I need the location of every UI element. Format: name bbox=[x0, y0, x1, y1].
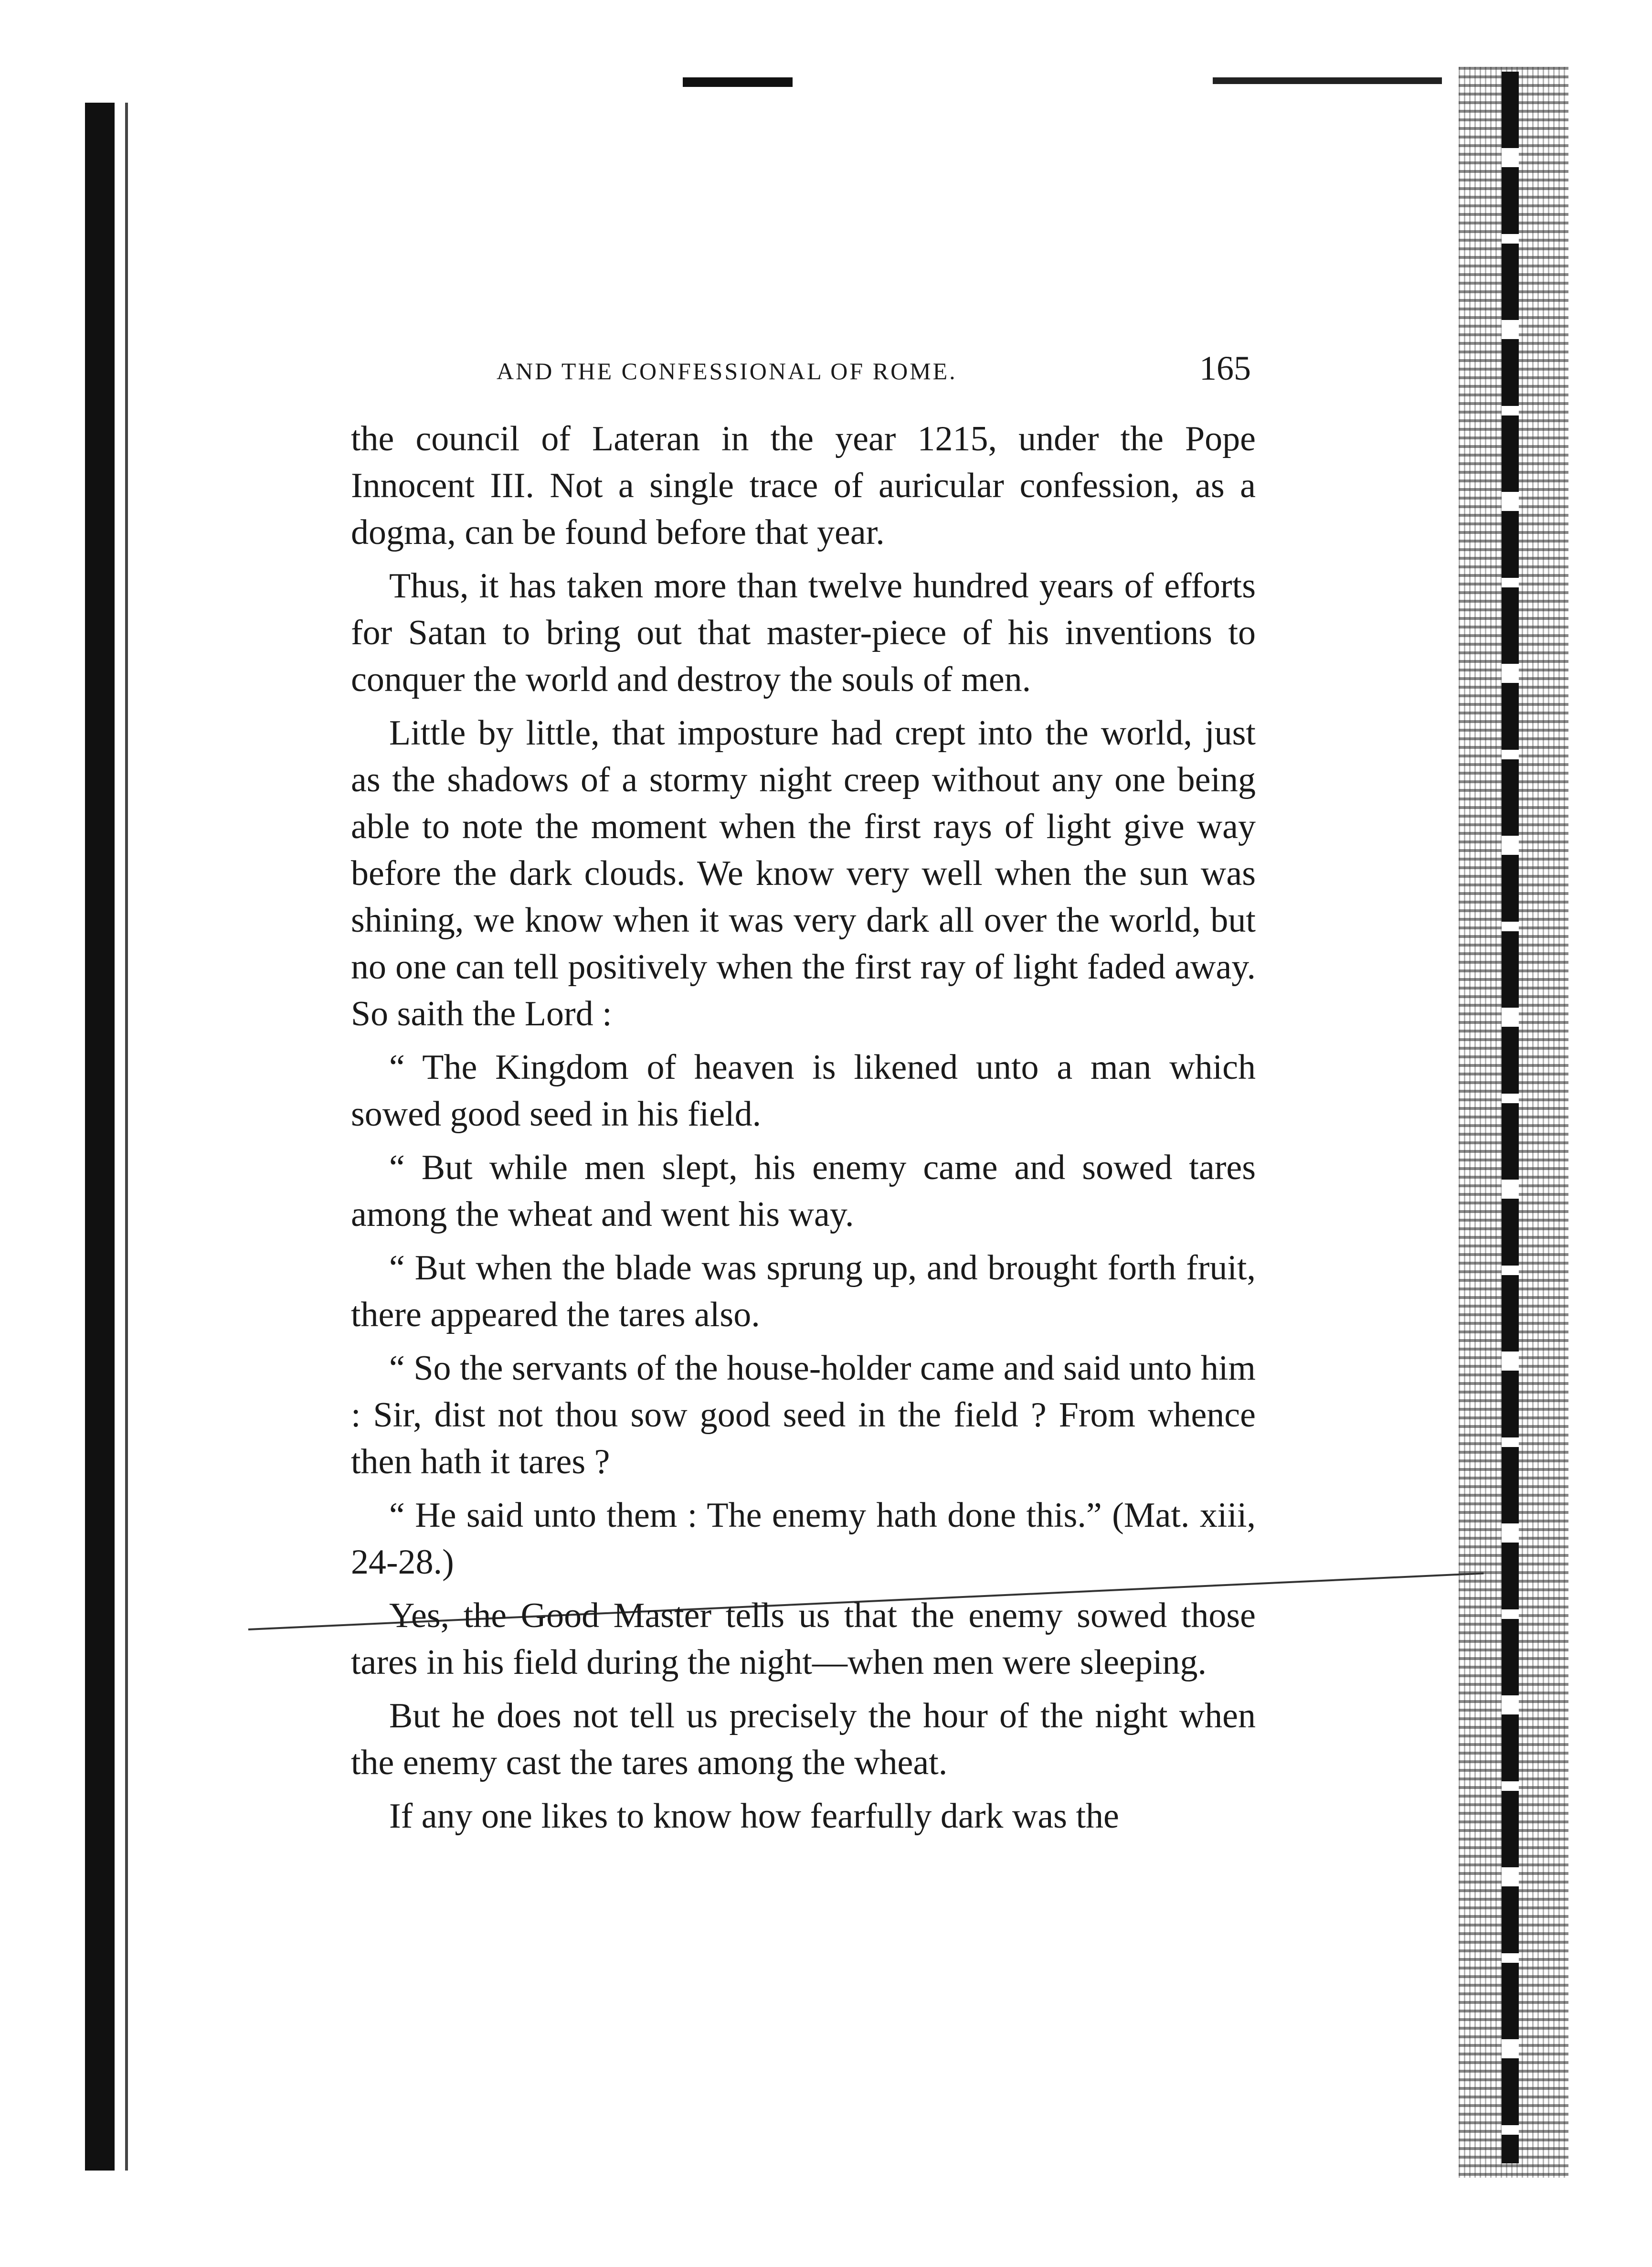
paragraph-2: Thus, it has taken more than twelve hundred years of efforts for Satan to bring out that master-piece of his inventions to conquer the world and destroy the souls of men. bbox=[351, 566, 1256, 699]
page-number: 165 bbox=[1199, 349, 1251, 387]
paragraph-5: “ But while men slept, his enemy came and sowed tares among the wheat and went his way. bbox=[351, 1148, 1256, 1234]
paragraph-10: But he does not tell us precisely the hour of the night when the enemy cast the tares among the wheat. bbox=[351, 1696, 1256, 1782]
paragraph-8: “ He said unto them : The enemy hath done this.” (Mat. xiii, 24-28.) bbox=[351, 1496, 1256, 1582]
scan-binding-line-left bbox=[125, 103, 128, 2171]
scan-top-mark bbox=[683, 77, 793, 87]
scan-top-mark-right bbox=[1213, 77, 1442, 84]
paragraph-1: the council of Lateran in the year 1215, under the Pope Innocent III. Not a single trace of auricular confession, as a dogma, can be found before that year. bbox=[351, 419, 1256, 552]
paragraph-6: “ But when the blade was sprung up, and brought forth fruit, there appeared the tares also. bbox=[351, 1248, 1256, 1334]
paragraph-9: Yes, the Good Master tells us that the enemy sowed those tares in his field during the night—when men were sleeping. bbox=[351, 1596, 1256, 1682]
paragraph-11: If any one likes to know how fearfully dark was the bbox=[389, 1797, 1119, 1836]
running-head-title: AND THE CONFESSIONAL OF ROME. bbox=[497, 358, 957, 384]
running-head bbox=[497, 349, 1251, 396]
paragraph-4: “ The Kingdom of heaven is likened unto a man which sowed good seed in his field. bbox=[351, 1048, 1256, 1134]
paragraph-7: “ So the servants of the house-holder came and said unto him : Sir, dist not thou sow good seed in the field ? From whence then hath it tares ? bbox=[351, 1349, 1256, 1481]
page-body bbox=[351, 415, 1256, 1840]
paragraph-3: Little by little, that imposture had crept into the world, just as the shadows of a stormy night creep without any one being able to note the moment when the first rays of light give way before the dark clouds. We know very well when the sun was shining, we know when it was very dark all over the world, but no one can tell positively when the first ray of light faded away. So saith the Lord : bbox=[351, 713, 1256, 1033]
scan-binding-shadow-left bbox=[85, 103, 115, 2171]
scan-page-edge-bar-right bbox=[1502, 72, 1519, 2163]
